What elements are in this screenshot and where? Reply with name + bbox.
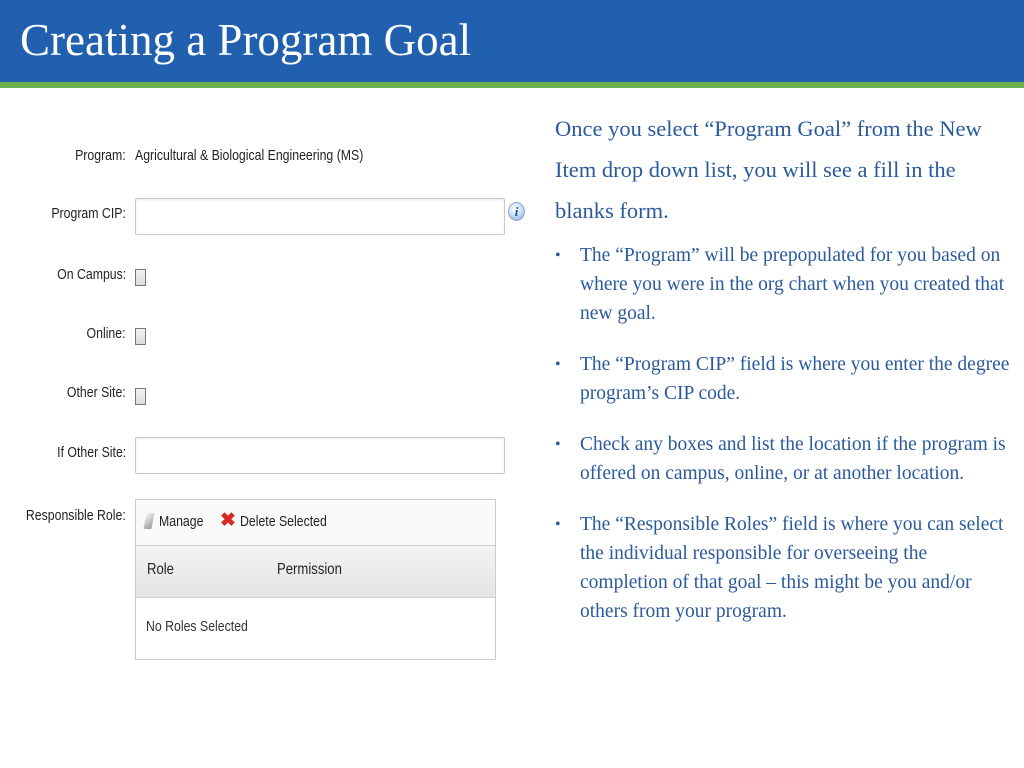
bullet-list (555, 241, 1017, 648)
bullet-icon: • (555, 436, 561, 453)
manage-label: Manage (159, 512, 204, 530)
info-icon[interactable]: i (508, 202, 525, 221)
delete-selected-label: Delete Selected (240, 512, 327, 530)
other-site-checkbox[interactable] (135, 388, 146, 405)
bullet-text: The “Program CIP” field is where you enter the degree program’s CIP code. (580, 354, 1010, 404)
on-campus-label: On Campus: (56, 266, 126, 283)
bullet-text: Check any boxes and list the location if the program is offered on campus, online, or at another location. (580, 434, 1006, 484)
if-other-site-input[interactable] (135, 437, 505, 474)
program-cip-input[interactable] (135, 198, 505, 235)
bullet-item (555, 510, 1017, 626)
permission-column-header[interactable]: Permission (277, 561, 342, 578)
delete-selected-button[interactable] (220, 512, 346, 530)
online-label: Online: (87, 325, 126, 342)
bullet-text: The “Responsible Roles” field is where you can select the individual responsible for overseeing the completion of that goal – this might be you and/or others from your program. (580, 514, 1004, 622)
online-checkbox[interactable] (135, 328, 146, 345)
roles-toolbar (136, 500, 495, 546)
bullet-text: The “Program” will be prepopulated for you based on where you were in the org chart when you created that new goal. (580, 245, 1005, 324)
bullet-icon: • (555, 247, 561, 264)
manage-button[interactable] (143, 512, 213, 530)
roles-table-header (136, 546, 495, 598)
bullet-icon: • (555, 516, 561, 533)
intro-paragraph: Once you select “Program Goal” from the New Item drop down list, you will see a fill in the blanks form. (555, 116, 982, 223)
bullet-item (555, 241, 1017, 328)
bullet-icon: • (555, 356, 561, 373)
bullet-item (555, 350, 1017, 408)
if-other-site-label: If Other Site: (56, 444, 126, 461)
responsible-role-label: Responsible Role: (26, 507, 126, 524)
other-site-label: Other Site: (67, 384, 126, 401)
delete-icon: ✖ (220, 510, 236, 531)
title-accent-stripe (0, 82, 1024, 88)
slide-title: Creating a Program Goal (20, 15, 472, 65)
bullet-item (555, 430, 1017, 488)
program-label: Program: (75, 147, 126, 164)
role-column-header[interactable]: Role (147, 561, 174, 578)
roles-empty-message: No Roles Selected (146, 618, 248, 635)
manage-icon (143, 512, 155, 530)
responsible-roles-panel (135, 499, 496, 660)
program-cip-label: Program CIP: (51, 205, 126, 222)
on-campus-checkbox[interactable] (135, 269, 146, 286)
program-value: Agricultural & Biological Engineering (MS) (135, 147, 364, 164)
